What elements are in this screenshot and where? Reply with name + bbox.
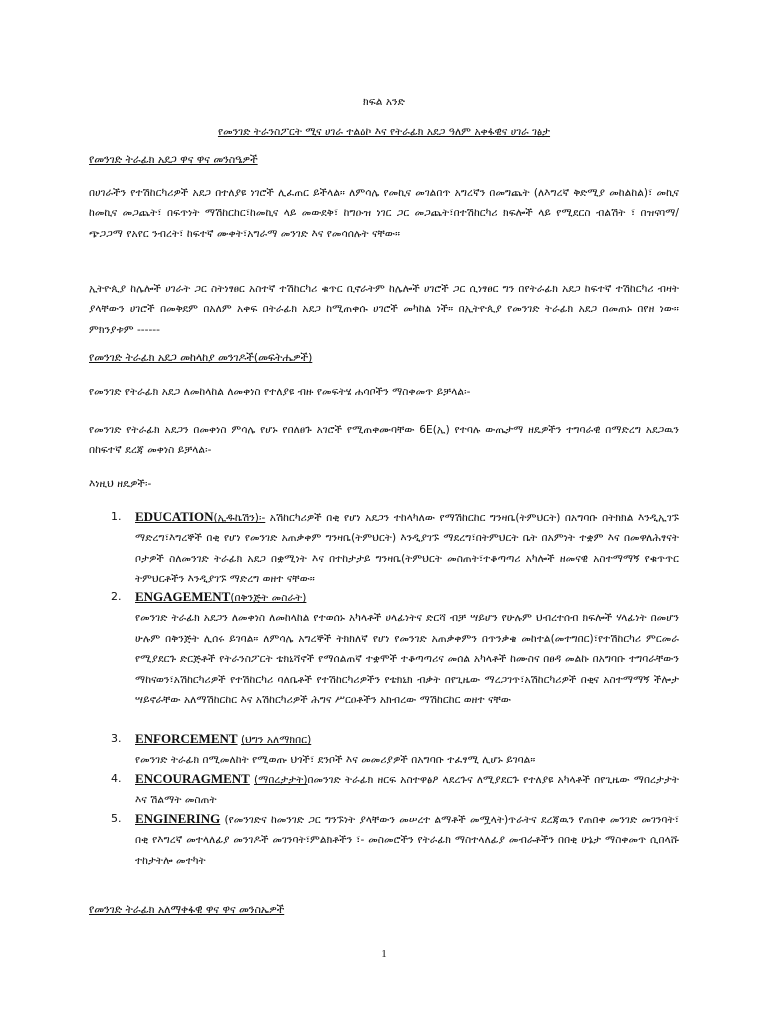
list-number: 3. [111,732,122,745]
list-text: የመንገድ ትራፊክ አደጋን ለመቀነስ ለመከላከል የተወሰኑ አካላቶች ሀላፊነትና ድርሻ ብቻ ሣይሆን የሁሉም ህብረተሰብ ክፍሎች ሃላፊነት በመሆን ሁሉም በቅንጅት ሊሰሩ ይገባል። ለምሳሌ አግረኞች ትክክለኛ የሆነ የመንገድ አጠቃቀምን በጥንቃቄ መከተል(መተግበር)፣የተሽከርካሪ ምርመራ የሚያደርጉ ድርጅቶች የትራንስፖርት ቴክኒሻኖች የማሰልጠኛ ተቋሞች ተቆጣጣሪና መሰል አካላቶች ከሙስና በፀዳ መልኩ በአግባቡ ተግባራቸውን ማከናወን፣አሽከርካሪዎች የተሽከርካሪ ባለቤቶች የተሽከርካሪዎችን የቴክኒክ ብቃት በየጊዜው ማረጋገጥ፣አሽከርካሪዎች በቂና አስተማማኝ ችሎታ ሣይኖራቸው አለማሽከርከር እና አሽከርካሪዎች ሕግና ሥርዐቶችን አክብረው ማሽከርከር ወዘተ ናቸው [135,612,679,707]
list-item [89,769,679,809]
list-heading-en: EDUCATION [135,509,214,524]
list-heading-en: ENGAGEMENT [135,589,231,604]
list-number: 2. [111,590,122,603]
part-title: ክፍል አንድ [363,96,405,108]
list-body [135,729,679,771]
list-item [89,507,679,591]
list-number: 1. [111,510,122,523]
list-text: የመንገድ ትራፊክ በሚመለከት የሚወጡ ህጎች፣ ደንቦች እና መመሪያዎች በአግባቡ ተፈፃሚ ሊሆኑ ይገባል። [135,754,536,767]
paragraph-6e: የመንገድ የትራፊክ አደጋን በመቀነስ ምሳሌ የሆኑ የበለፀጉ አገሮች የሚጠቀሙባቸው 6E(ኢ) የተባሉ ውጤታማ ዘዴዎችን ተግባራዊ በማድረግ አደጋዉን በከፍተኛ ደረጃ መቀነስ ይቻላል፡- [89,424,679,457]
list-heading-am: (በቅንጅት መስራት) [230,592,307,604]
list-heading-en: ENCOURAGMENT [135,771,250,786]
page-number: 1 [381,948,387,960]
list-heading-am: (ህግን አለማክበር) [240,734,312,746]
list-heading-en: ENFORCEMENT [135,731,238,746]
section-heading-prevention: የመንገድ ትራፊክ አደጋ መከላከያ መንገዶች(መፍትሔዎች) [89,351,313,364]
list-text: በመንገድ ትራፊክ ዘርፍ አስተዋፅዖ ላደረጉና ለሚያደርጉ የተለያዩ አካላቶች በየጊዜው ማበረታታት እና ሽልማት መስጠት [135,774,679,807]
list-body [135,769,679,811]
main-title: የመንገድ ትራንስፖርት ሚና ሀገራ ተልዕኮ እና የትራፊክ አደጋ ዓለም አቀፋዊና ሀገራ ገፅታ [217,126,551,138]
list-heading-en: ENGINERING [135,811,221,826]
list-body [135,587,679,710]
list-heading-am: (ኢዱኬሽን)፡- [213,512,266,524]
list-text: (የመንገድና ከመንገድ ጋር ግንኙነት ያላቸውን መሠረተ ልማቶች መሟላት)ጥራትና ደረጃዉን የጠበቀ መንገድ መገንባት፣ በቂ የእግረኛ መተላለፊያ መንገዶች መገንባት፣ምልክቶችን ፣- መስመሮችን የትራፊክ ማስተላለፊያ መብራቶችን በበቂ ሁኔታ ማስቀመጥ ሲበላሹ ተከታትሎ መተካት [135,814,679,867]
list-number: 5. [111,812,122,825]
list-item [89,809,679,871]
paragraph-methods: እነዚህ ዘዴዎች፡- [89,478,152,490]
list-body [135,809,679,871]
list-item [89,729,679,769]
list-text: አሽከርካሪዎች በቂ የሆነ አደጋን ተከላካለው የማሽከርከር ግንዛቤ(ትምህርት) በአግባቡ በትክክል እንዲኢገኙ ማድረግ፣እግረኞች በቂ የሆነ የመንገድ አጠቃቀም ግንዛቤ(ትምህርት) እንዲያገኙ ማደረግ፣በትምህርት ቤት በአምነት ተቋም እና በመዋለሕፃናት ቦታዎች ስለመንገድ ትራፊክ አደጋ በቋሚነት እና በተከታታይ ግንዛቤ(ትምህርት መስጠት፣ተቆጣጣሪ አካሎች ዘመናዊ አስተማማኝ የቁጥጥር ትምህርቶችን እንዲያገኙ ማድረግ ወዘተ ናቸው። [135,512,679,586]
list-item [89,587,679,729]
list-number: 4. [111,772,122,785]
paragraph-solutions: የመንገድ የትራፊክ አደጋ ለመከላከል ለመቀነስ የተለያዩ ብዙ የመፍትሄ ሐሳቦችን ማስቀመጥ ይቻላል፡- [89,386,471,398]
paragraph-ethiopia: ኢትዮጲያ ከሌሎች ሀገራት ጋር ስትነፃፀር አስተኛ ተሽከርካሪ ቁጥር ቢኖራትም ከሌሎች ሀገሮች ጋር ሲነፃፀር ግን በየትራፊክ አደጋ ከፍተኛ ተሽከርካሪ ብዛት ያላቸውን ሀገሮች በመቅደም በአለም አቀፍ በትራፊክ አደጋ ከሚጠቀሱ ሀገሮች መካከል ነች። በኢትዮጲያ የመንገድ ትራፊክ አደጋ በመጠኑ በየዘ ነው። ምክንያቱም ------ [89,283,679,336]
paragraph-causes: በሀገራችን የተሽከርካሪዎች አደጋ በተለያዩ ነገሮች ሊፈጠር ይችላል። ለምሳሌ የመኪና መገልበጥ አግረኛን በመግጨት (ለእግረኛ ቅድሚያ መከልከል)፣ መኪና ከመኪና መጋጨት፣ በፍጥነት ማሽከርከር፣ከመኪና ላይ መውደቅ፣ ከግዑዝ ነገር ጋር መጋጨት፣በተሽከርካሪ ክፍሎች ላይ የሚደርስ ብልሽት ፣ በዝናባማ/ጭጋጋማ የአየር ንብረት፣ ከፍተኛ ሙቀት፣አግራማ መንገድ እና የመሳሰሉት ናቸው። [89,187,679,240]
list-body [135,507,679,590]
section-heading-global-causes: የመንገድ ትራፊክ አለማቀፋዊ ዋና ዋና መንስኤዎች [89,903,285,916]
section-heading-causes: የመንገድ ትራፊክ አደጋ ዋና ዋና መንስዔዎች [89,153,258,166]
list-heading-am: (ማበረታታት) [253,774,308,786]
